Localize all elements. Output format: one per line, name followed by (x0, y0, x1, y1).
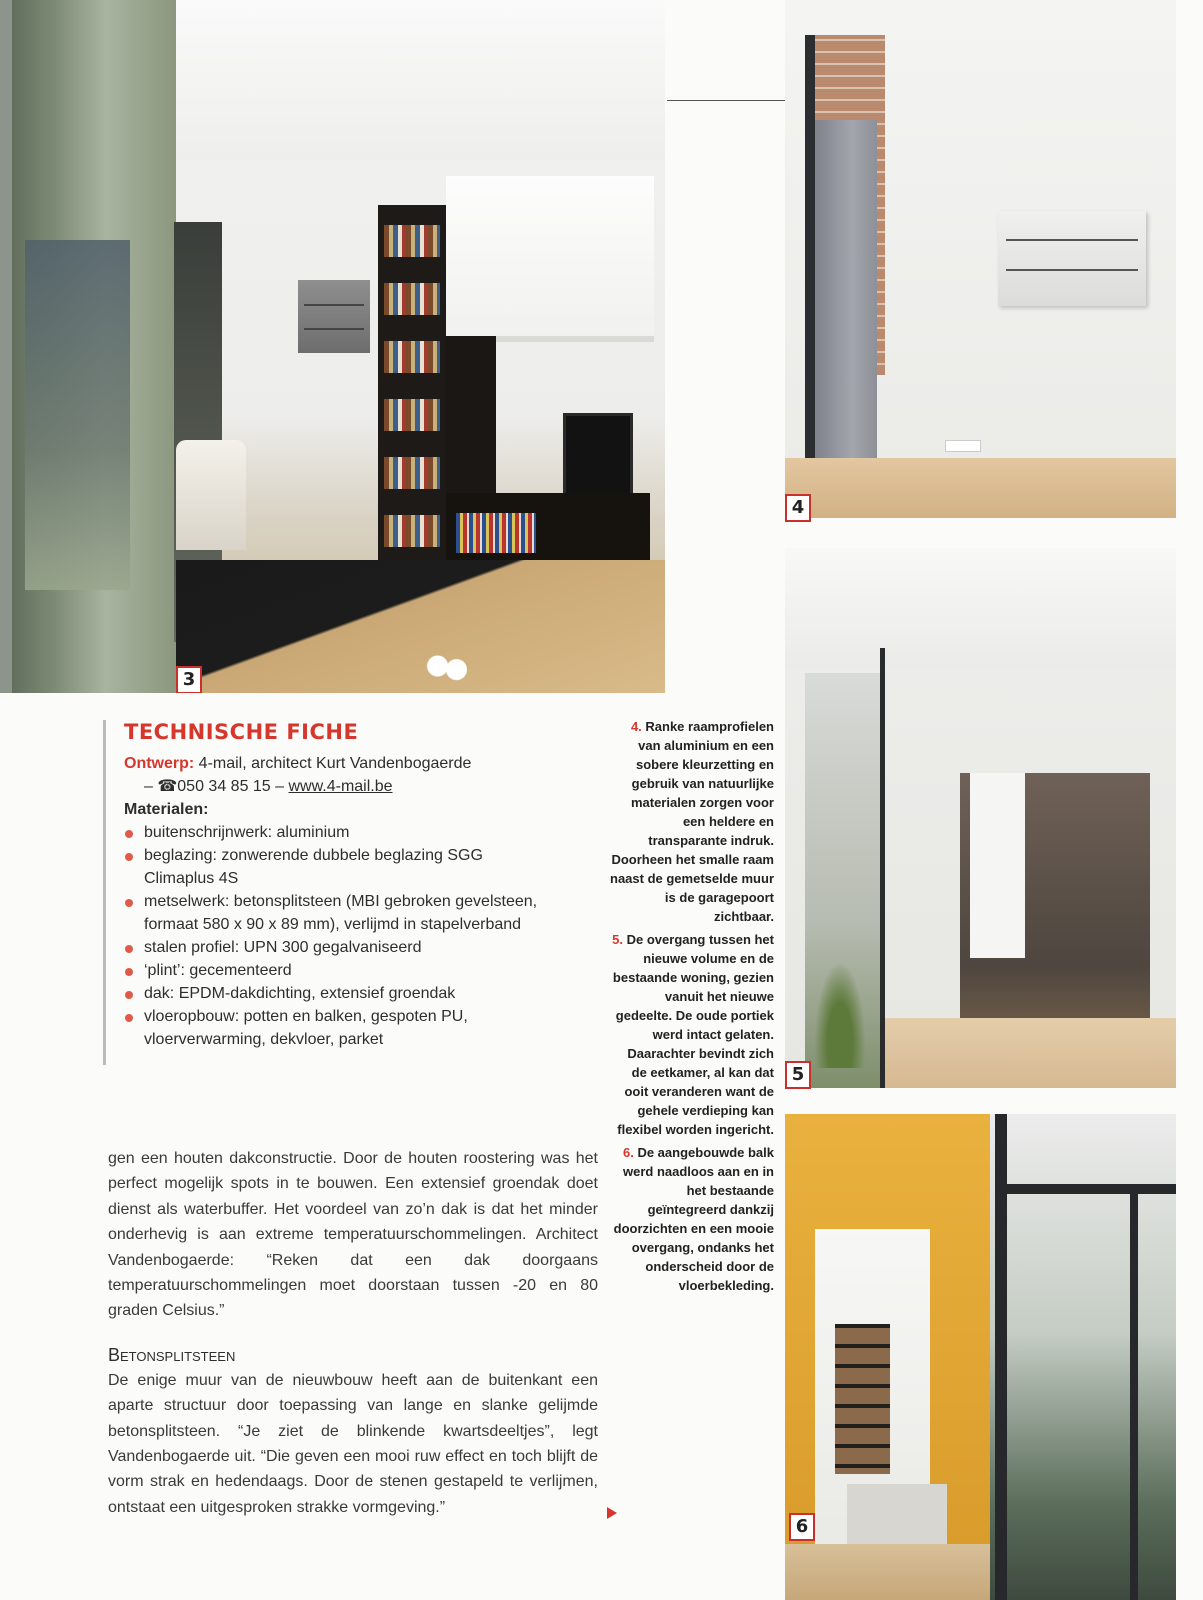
photo-transition (785, 548, 1176, 1088)
materials-list (124, 821, 543, 1051)
bookshelf (378, 205, 446, 595)
continue-arrow-icon (607, 1507, 617, 1519)
floor (785, 1544, 990, 1600)
wall-radiator (298, 280, 370, 353)
technical-sheet-title: TECHNISCHE FICHE (124, 720, 359, 744)
materials-item: buitenschrijnwerk: aluminium (124, 821, 543, 844)
materials-item: stalen profiel: UPN 300 gegalvaniseerd (124, 936, 543, 959)
floor (885, 1018, 1176, 1088)
caption-6: 6. De aangebouwde balk werd naadloos aan en in het bestaande geïntegreerd dankzij doorzichten en een mooie overgang, ondanks het onderscheid door de vloerbekleding. (613, 1145, 774, 1293)
photo-number-5: 5 (785, 1061, 811, 1089)
body-paragraph: De enige muur van de nieuwbouw heeft aan de buitenkant een aparte structuur door toepassing van lange en slanke gelijmde betonsplitsteen. “Je ziet de blinkende kwartsdeeltjes”, legt Vandenbogaerde uit. “Die geven een mooi ruw effect en toch blijft de vorm strak en hedendaags. Door de stenen gestapeld te verlijmen, ontstaat een uitgesproken strakke vormgeving.” (108, 1371, 598, 1516)
photo-number-6: 6 (789, 1513, 815, 1541)
body-paragraph: gen een houten dakconstructie. Door de houten roostering was het perfect mogelijk spots in te bouwen. Een extensief groendak doet dienst als waterbuffer. Het voordeel van zo’n dak is dat het minder onderhevig is aan extreme temperatuurschommelingen. Architect Vandenbogaerde: “Reken dat een dak doorgaans temperatuurschommelingen moet doorstaan tussen -20 en 80 graden Celsius.” (108, 1150, 598, 1320)
design-line (124, 752, 543, 775)
wall-radiator (998, 211, 1146, 306)
website-link[interactable]: www.4-mail.be (288, 778, 393, 795)
white-cabinet (446, 176, 654, 342)
garage-door (815, 120, 877, 460)
plant (810, 948, 870, 1068)
caption-4: 4. Ranke raamprofielen van aluminium en een sobere kleurzetting en gebruik van natuurlijke materialen zorgen voor een heldere en transparante indruk. Doorheen het smalle raam naast de gemetselde muur is de garagepoort zichtbaar. (610, 719, 774, 924)
technical-sheet (103, 720, 543, 1065)
materials-item: metselwerk: betonsplitsteen (MBI gebroken gevelsteen, formaat 580 x 90 x 89 mm), verlijmd in stapelverband (124, 890, 543, 936)
phone-number: 050 34 85 15 – (177, 778, 289, 795)
materials-label: Materialen: (124, 801, 209, 818)
bookshelf (835, 1324, 890, 1474)
photo-number-4: 4 (785, 494, 811, 522)
section-heading: Betonsplitsteen (108, 1344, 236, 1365)
contact-line (124, 775, 543, 798)
floor (785, 458, 1176, 518)
materials-item: dak: EPDM-dakdichting, extensief groendak (124, 982, 543, 1005)
caption-5: 5. De overgang tussen het nieuwe volume en de bestaande woning, gezien vanuit het nieuwe gedeelte. De oude portiek werd intact gelaten. Daarachter bevindt zich de eetkamer, al kan dat ooit veranderen want de gehele verdieping kan flexibel worden ingericht. (612, 932, 774, 1137)
article-body (108, 1146, 598, 1520)
floor (176, 560, 665, 693)
photo-living-room (0, 0, 665, 693)
power-socket (945, 440, 981, 452)
phone-prefix: – ☎ (144, 778, 178, 795)
materials-item: vloeropbouw: potten en balken, gespoten PU, vloerverwarming, dekvloer, parket (124, 1005, 543, 1051)
divider-line (667, 100, 785, 101)
candle-glasses (425, 648, 467, 684)
materials-item: beglazing: zonwerende dubbele beglazing SGG Climaplus 4S (124, 844, 543, 890)
television (563, 413, 633, 499)
materials-item: ‘plint’: gecementeerd (124, 959, 543, 982)
design-label: Ontwerp: (124, 755, 195, 772)
design-value: 4-mail, architect Kurt Vandenbogaerde (194, 755, 472, 772)
photo-window-wall (785, 0, 1176, 518)
photo-number-3: 3 (176, 666, 202, 693)
armchair (176, 440, 246, 550)
photo-extension (785, 1114, 1176, 1600)
window-frame (805, 35, 815, 460)
photo-captions (610, 717, 774, 1299)
